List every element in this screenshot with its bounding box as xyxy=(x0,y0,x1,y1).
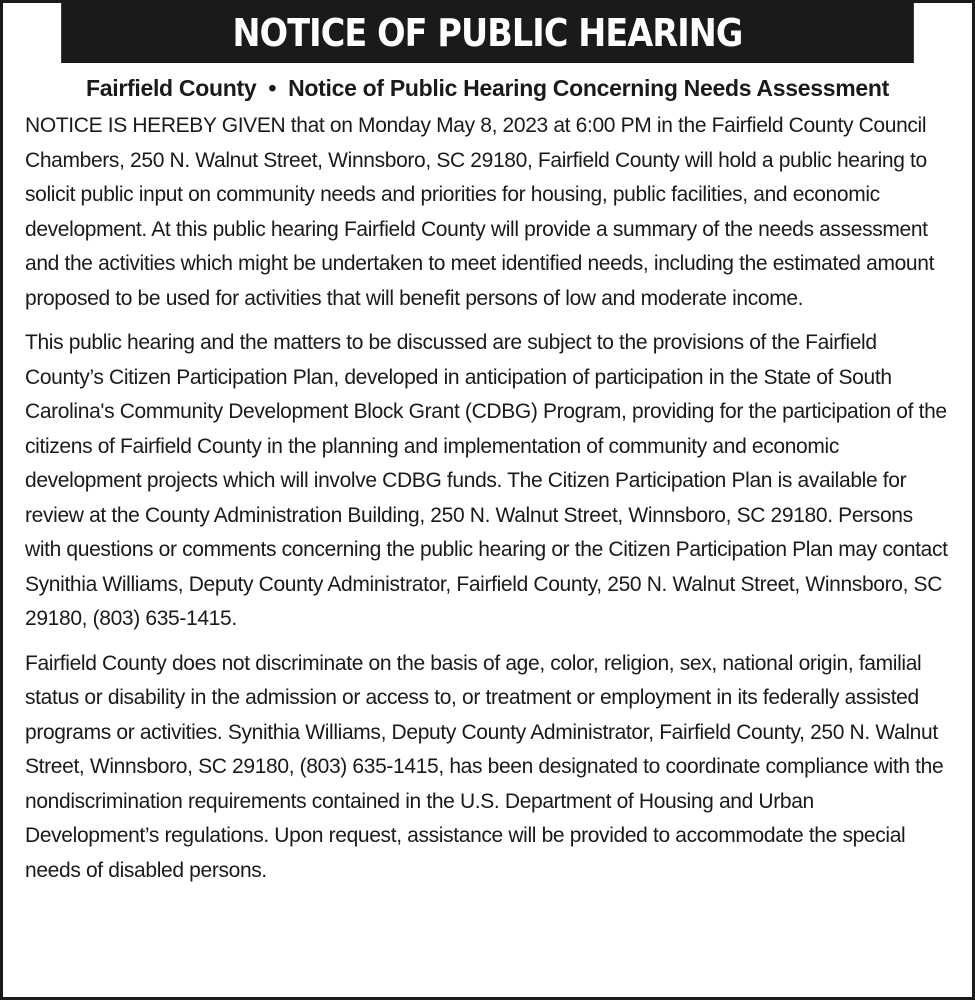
notice-banner xyxy=(61,3,914,63)
paragraph-hearing-details: NOTICE IS HEREBY GIVEN that on Monday May 8, 2023 at 6:00 PM in the Fairfield County Council Chambers, 250 N. Walnut Street, Winnsboro, SC 29180, Fairfield County will hold a public hearing to solicit public input on community needs and priorities for housing, public facilities, and economic development. At this public hearing Fairfield County will provide a summary of the needs assessment and the activities which might be undertaken to meet identified needs, including the estimated amount proposed to be used for activities that will benefit persons of low and moderate income. xyxy=(25,114,935,310)
paragraph-participation-plan: This public hearing and the matters to be discussed are subject to the provisions of the Fairfield County’s Citizen Participation Plan, developed in anticipation of participation in the State of South Carolina's Community Development Block Grant (CDBG) Program, providing for the participation of the citizens of Fairfield County in the planning and implementation of community and economic development projects which will involve CDBG funds. The Citizen Participation Plan is available for review at the County Administration Building, 250 N. Walnut Street, Winnsboro, SC 29180. Persons with questions or comments concerning the public hearing or the Citizen Participation Plan may contact Synithia Williams, Deputy County Administrator, Fairfield County, 250 N. Walnut Street, Winnsboro, SC 29180, (803) 635-1415. xyxy=(25,331,948,630)
notice-body xyxy=(3,109,972,888)
county-name: Fairfield County xyxy=(86,75,257,101)
paragraph-nondiscrimination: Fairfield County does not discriminate on the basis of age, color, religion, sex, national origin, familial status or disability in the admission or access to, or treatment or employment in its federally assisted programs or activities. Synithia Williams, Deputy County Administrator, Fairfield County, 250 N. Walnut Street, Winnsboro, SC 29180, (803) 635-1415, has been designated to coordinate compliance with the nondiscrimination requirements contained in the U.S. Department of Housing and Urban Development’s regulations. Upon request, assistance will be provided to accommodate the special needs of disabled persons. xyxy=(25,651,944,882)
banner-title: NOTICE OF PUBLIC HEARING xyxy=(232,11,743,55)
notice-subtitle: Notice of Public Hearing Concerning Needs Assessment xyxy=(288,75,889,101)
bullet-separator: • xyxy=(268,75,277,101)
notice-subhead xyxy=(3,73,972,103)
